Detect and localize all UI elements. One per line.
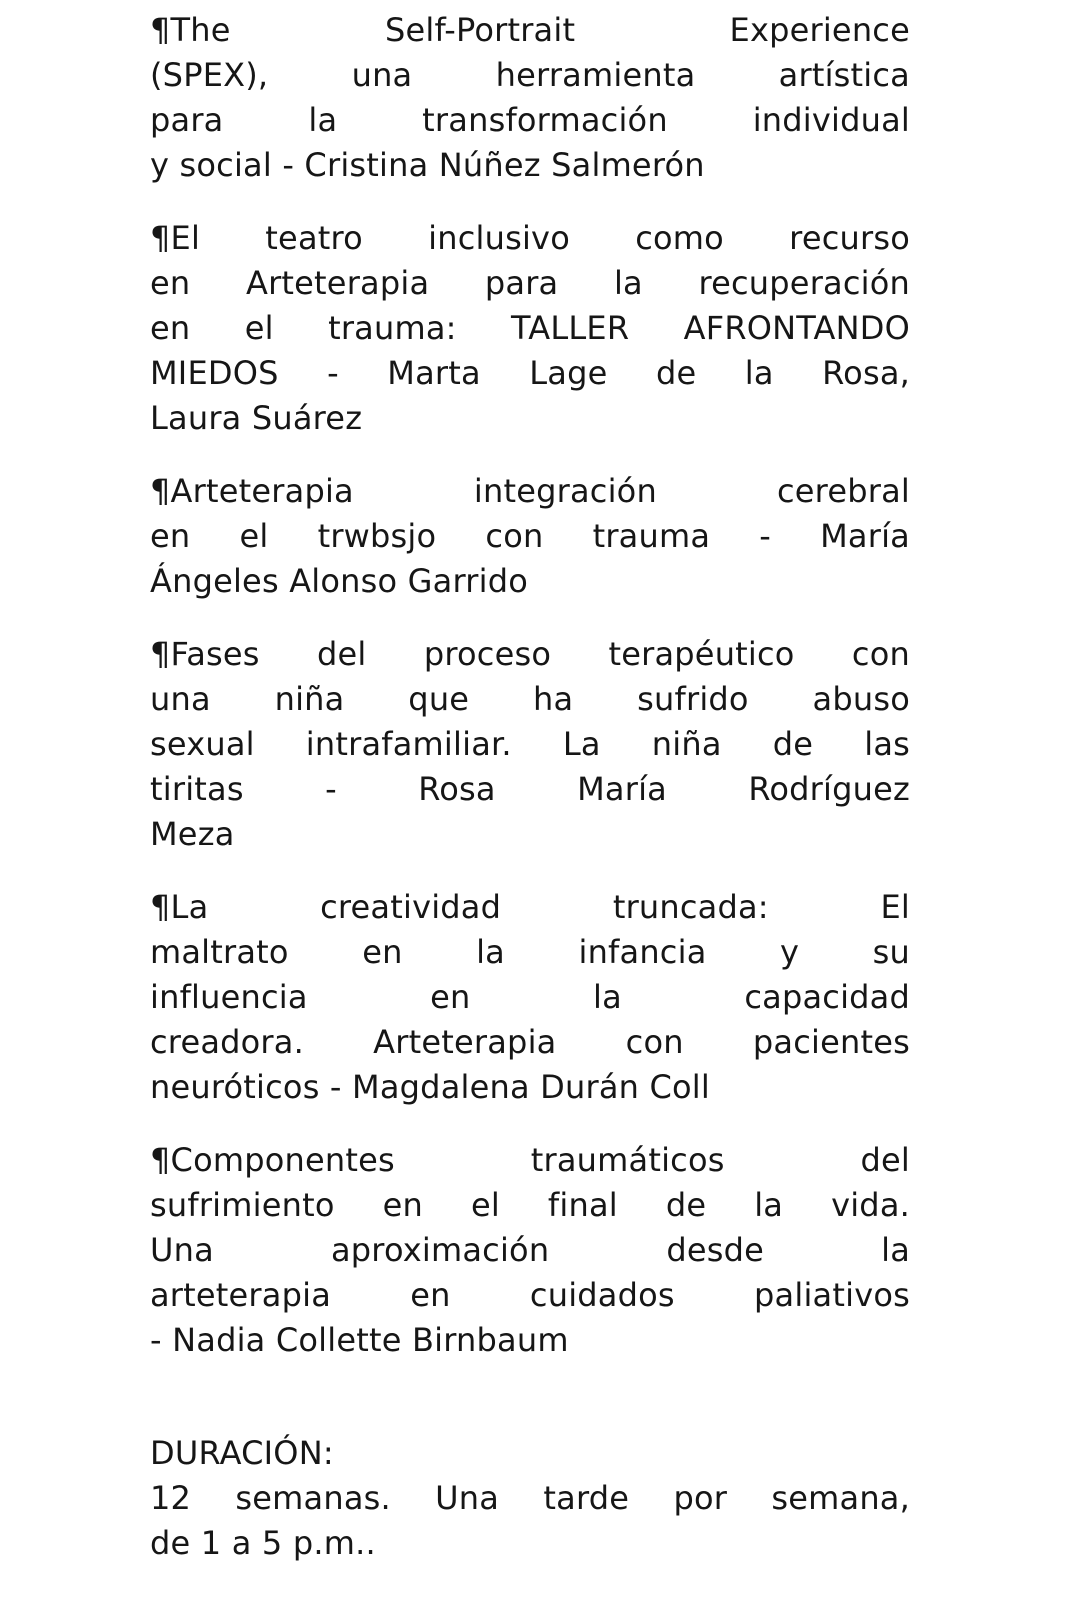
paragraph-teatro-inclusivo	[150, 216, 910, 441]
text-line: Ángeles Alonso Garrido	[150, 562, 528, 600]
text-line: sufrimiento en el final de la vida.	[150, 1186, 910, 1224]
duration-line: 12 semanas. Una tarde por semana,	[150, 1479, 910, 1517]
text-line: - Nadia Collette Birnbaum	[150, 1321, 569, 1359]
paragraph-componentes-traumaticos	[150, 1138, 910, 1363]
text-line: ¶La creatividad truncada: El	[150, 888, 910, 926]
text-line: creadora. Arteterapia con pacientes	[150, 1023, 910, 1061]
text-line: influencia en la capacidad	[150, 978, 910, 1016]
text-line: Meza	[150, 815, 235, 853]
text-line: en el trauma: TALLER AFRONTANDO	[150, 309, 910, 347]
paragraph-integracion-cerebral	[150, 469, 910, 604]
text-line: arteterapia en cuidados paliativos	[150, 1276, 910, 1314]
text-line: ¶Componentes traumáticos del	[150, 1141, 910, 1179]
text-line: sexual intrafamiliar. La niña de las	[150, 725, 910, 763]
text-line: Laura Suárez	[150, 399, 363, 437]
text-line: MIEDOS - Marta Lage de la Rosa,	[150, 354, 910, 392]
paragraph-fases-proceso	[150, 632, 910, 857]
text-line: ¶El teatro inclusivo como recurso	[150, 219, 910, 257]
text-line: ¶The Self-Portrait Experience	[150, 11, 910, 49]
paragraph-creatividad-truncada	[150, 885, 910, 1110]
duration-line: de 1 a 5 p.m..	[150, 1524, 376, 1562]
text-line: maltrato en la infancia y su	[150, 933, 910, 971]
duration-section	[150, 1431, 910, 1566]
text-line: Una aproximación desde la	[150, 1231, 910, 1269]
text-line: y social - Cristina Núñez Salmerón	[150, 146, 705, 184]
duration-heading: DURACIÓN:	[150, 1434, 334, 1472]
paragraph-spex	[150, 8, 910, 188]
text-line: en Arteterapia para la recuperación	[150, 264, 910, 302]
text-line: (SPEX), una herramienta artística	[150, 56, 910, 94]
text-line: ¶Fases del proceso terapéutico con	[150, 635, 910, 673]
text-line: para la transformación individual	[150, 101, 910, 139]
text-line: tiritas - Rosa María Rodríguez	[150, 770, 910, 808]
text-line: una niña que ha sufrido abuso	[150, 680, 910, 718]
text-line: neuróticos - Magdalena Durán Coll	[150, 1068, 710, 1106]
text-line: ¶Arteterapia integración cerebral	[150, 472, 910, 510]
text-line: en el trwbsjo con trauma - María	[150, 517, 910, 555]
